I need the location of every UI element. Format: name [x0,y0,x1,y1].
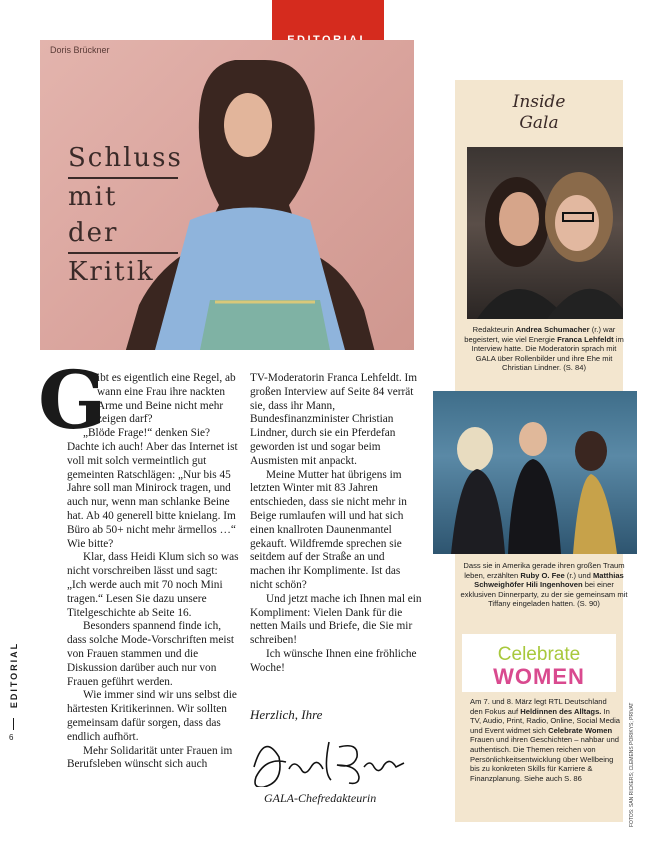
paragraph: ibt es eigentlich eine Regel, ab wann eine Frau ihre nackten Arme und Beine nicht mehr zeigen darf? [97,372,236,426]
paragraph: Wie immer sind wir uns selbst die härtesten Kritikerinnen. Wir sollten gemeinsam dafür sorgen, dass das endlich aufhört. [67,689,237,743]
author-credit: Doris Brückner [50,45,110,55]
caption-text: Frauen und ihren Geschichten – nahbar und authentisch. Die Themen reichen von Persönlichkeitsentwicklung über Wellbeing bis zu konkreten Skills für Karriere & Finanzplanung. Siehe auch S. 86 [470,735,620,783]
sidebar-title-line-1: Inside [512,92,566,112]
greeting: Herzlich, Ihre [250,707,323,722]
article-column-2 [250,372,422,676]
paragraph: Meine Mutter hat übrigens im letzten Winter mit 83 Jahren entschieden, dass sie nicht mehr in Beige rumlaufen will und hat sich einen knallroten Daunenmantel gekauft. Wildfremde sprechen sie seitdem auf der Straße an und machen ihr Komplimente. Ist das nicht schön? [250,468,407,591]
page-number: 6 [9,733,14,742]
paragraph: Mehr Solidarität unter Frauen im Berufsleben wünscht sich auch [67,744,233,771]
caption-text: Dass sie in Amerika gerade ihren großen Traum leben, erzählten [463,561,625,580]
caption-text: (r.) und [564,570,593,580]
headline-line-1: Schluss [68,140,178,179]
caption-text: Redakteurin [472,325,516,334]
sidebar-title-line-2: Gala [519,113,559,133]
headline [68,140,183,291]
paragraph: Und jetzt mache ich Ihnen mal ein Kompliment: Vielen Dank für die netten Mails und Briefe, die Sie mir schreiben! [250,592,422,647]
paragraph: Ich wünsche Ihnen eine fröhliche Woche! [250,647,417,674]
headline-line-3: Kritik [68,257,155,287]
photo-credit-text: FOTOS: SAN RICKERS; CLEMENS PORIKYS; PRIVAT [629,702,635,827]
caption-text: bei einer exklusiven Dinnerparty, zu der sie gemeinsam mit Tiffany eingeladen hatten. (S. 90) [460,580,628,609]
caption-name: Celebrate Women [548,725,613,735]
caption-text: im Interview hatte. Die Moderatorin sprach mit GALA über Rollenbilder und ihre Ehe mit Christian Lindner. (S. 84) [471,334,624,373]
sidebar-photo-selfie [467,147,623,319]
paragraph: Klar, dass Heidi Klum sich so was nicht vorschreiben lässt und sagt: „Ich werde auch mit 70 noch Mini tragen.“ Lesen Sie dazu unsere Titelgeschichte ab Seite 16. [67,551,239,619]
caption-text: (r.) war begeistert, wie viel Energie [464,325,616,344]
caption-selfie [462,325,626,373]
headline-line-2: mit der [68,179,178,254]
celebrate-women-logo [462,634,616,692]
caption-celebrate-women [470,697,620,783]
party-figures [433,391,637,554]
signature-role: GALA-Chefredakteurin [264,791,377,805]
caption-party [458,561,630,609]
selfie-figures [467,147,623,319]
drop-cap: G [38,353,107,447]
margin-divider [13,718,14,730]
caption-name: Ruby O. Fee [520,570,565,580]
caption-name: Franca Lehfeldt [557,334,614,344]
caption-name: Hili Ingenhoven [526,580,583,590]
caption-text: Am 7. und 8. März legt RTL Deutschland den Fokus auf [470,697,607,716]
caption-text: In TV, Audio, Print, Radio, Online, Social Media und Event widmet sich [470,706,620,735]
signature-image [244,727,414,787]
hero-photo [40,40,414,350]
article-column-1 [67,372,239,772]
paragraph: Besonders spannend finde ich, dass solche Mode-Vorschriften meist von Frauen stammen und die Diskussion darüber auch nur von Frauen geführt werden. [67,620,235,688]
logo-line-1: Celebrate [497,644,581,665]
sidebar-title [455,92,623,134]
paragraph: „Blöde Frage!“ denken Sie? Dachte ich auch! Aber das Internet ist voll mit solch vermeintlich gut gemeinten Ratschlägen: „Nur bis 45 Jahre soll man Minirock tragen, und auch nur, wenn man schlanke Beine hat. Ab 40 generell bitte knielang. Im Büro ab 50+ nicht mehr ärmellos …“ Wie bitte? [67,427,238,550]
margin-section-label [6,641,20,712]
logo-line-2: WOMEN [493,664,585,689]
signoff [250,707,420,805]
caption-name: Matthias Schweighöfer [474,570,624,590]
margin-label-text: EDITORIAL [9,641,19,709]
photo-credit [626,702,638,828]
caption-name: Andrea Schumacher [515,325,590,334]
paragraph: TV-Moderatorin Franca Lehfeldt. Im großen Interview auf Seite 84 verrät sie, dass ihr Mann, Bundesfinanzminister Christian Lindner, durch sie ein Pferdefan geworden ist und sogar beim Ausmisten mit anpackt. [250,372,418,467]
sidebar-photo-party [433,391,637,554]
caption-name: Heldinnen des Alltags. [520,706,602,716]
